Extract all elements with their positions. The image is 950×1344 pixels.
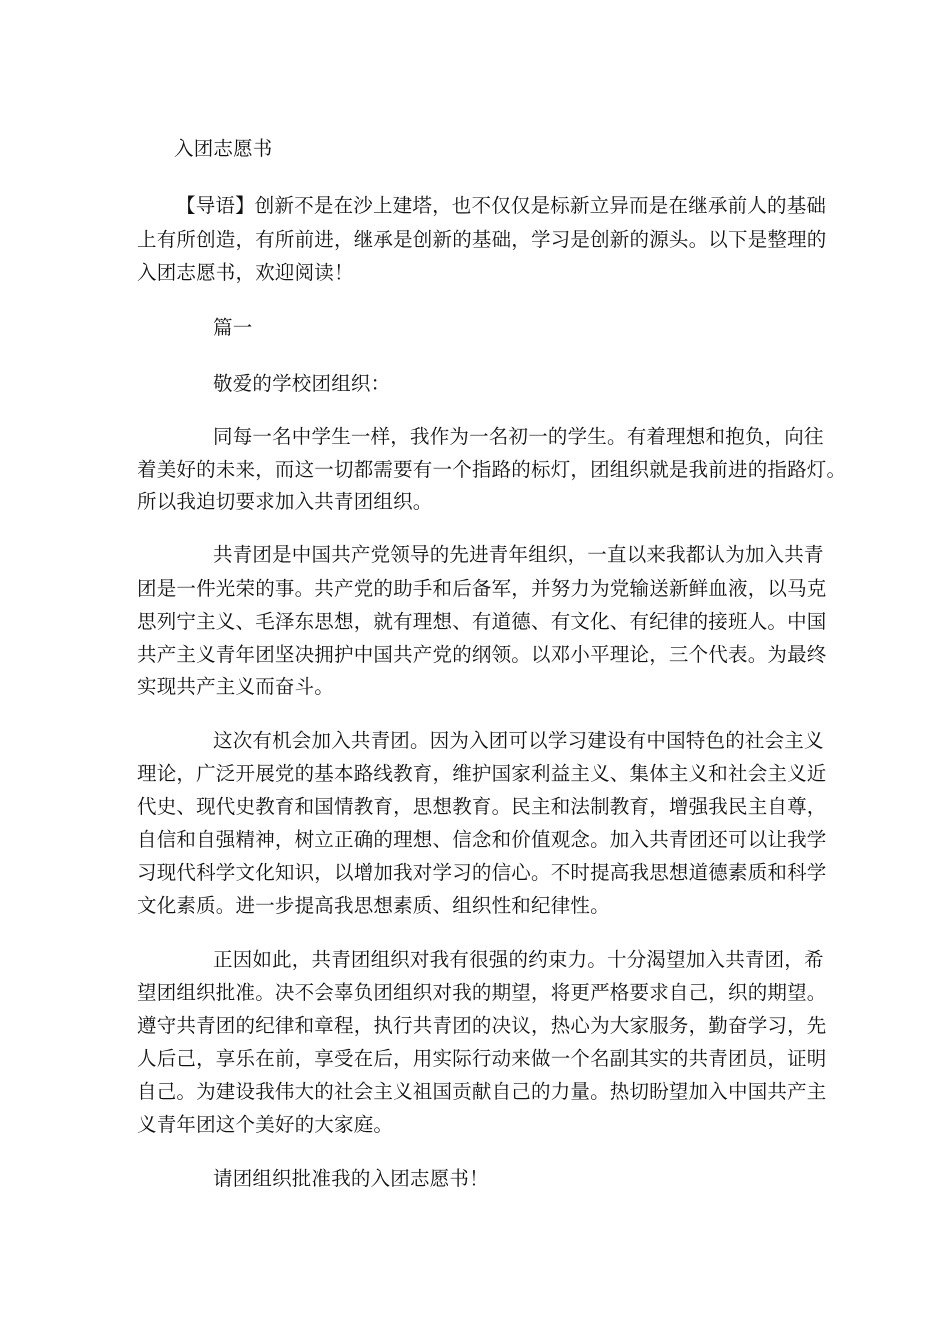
paragraph-line: 着美好的未来，而这一切都需要有一个指路的标灯，团组织就是我前进的指路灯。: [137, 458, 847, 481]
intro-line: 上有所创造，有所前进，继承是创新的基础，学习是创新的源头。以下是整理的: [137, 228, 827, 251]
paragraph-line: 共青团是中国共产党领导的先进青年组织，一直以来我都认为加入共青: [213, 543, 824, 566]
paragraph-line: 所以我迫切要求加入共青团组织。: [137, 490, 433, 513]
paragraph-line: 文化素质。进一步提高我思想素质、组织性和纪律性。: [137, 894, 610, 917]
paragraph-line: 自己。为建设我伟大的社会主义祖国贡献自己的力量。热切盼望加入中国共产主: [137, 1080, 827, 1103]
paragraph-line: 共产主义青年团坚决拥护中国共产党的纲领。以邓小平理论，三个代表。为最终: [137, 643, 827, 666]
paragraph-line: 思列宁主义、毛泽东思想，就有理想、有道德、有文化、有纪律的接班人。中国: [137, 610, 827, 633]
paragraph-line: 自信和自强精神，树立正确的理想、信念和价值观念。加入共青团还可以让我学: [137, 828, 827, 851]
paragraph-line: 望团组织批准。决不会辜负团组织对我的期望，将更严格要求自己，织的期望。: [137, 981, 827, 1004]
paragraph-line: 代史、现代史教育和国情教育，思想教育。民主和法制教育，增强我民主自尊，: [137, 795, 827, 818]
paragraph-line: 正因如此，共青团组织对我有很强的约束力。十分渴望加入共青团，希: [213, 948, 824, 971]
paragraph-line: 团是一件光荣的事。共产党的助手和后备军，并努力为党输送新鲜血液，以马克: [137, 577, 827, 600]
paragraph-line: 这次有机会加入共青团。因为入团可以学习建设有中国特色的社会主义: [213, 729, 824, 752]
document-title: 入团志愿书: [174, 137, 273, 160]
paragraph-line: 人后己，享乐在前，享受在后，用实际行动来做一个名副其实的共青团员，证明: [137, 1047, 827, 1070]
paragraph-line: 义青年团这个美好的大家庭。: [137, 1113, 394, 1136]
intro-line: 【导语】创新不是在沙上建塔，也不仅仅是标新立异而是在继承前人的基础: [176, 194, 827, 217]
closing-line: 请团组织批准我的入团志愿书！: [213, 1167, 489, 1190]
salutation: 敬爱的学校团组织：: [213, 372, 391, 395]
section-heading: 篇一: [213, 316, 253, 339]
paragraph-line: 遵守共青团的纪律和章程，执行共青团的决议，热心为大家服务，勤奋学习，先: [137, 1014, 827, 1037]
intro-line: 入团志愿书，欢迎阅读！: [137, 261, 354, 284]
paragraph-line: 理论，广泛开展党的基本路线教育，维护国家利益主义、集体主义和社会主义近: [137, 762, 827, 785]
paragraph-line: 实现共产主义而奋斗。: [137, 675, 335, 698]
paragraph-line: 同每一名中学生一样，我作为一名初一的学生。有着理想和抱负，向往: [213, 425, 824, 448]
paragraph-line: 习现代科学文化知识，以增加我对学习的信心。不时提高我思想道德素质和科学: [137, 861, 827, 884]
